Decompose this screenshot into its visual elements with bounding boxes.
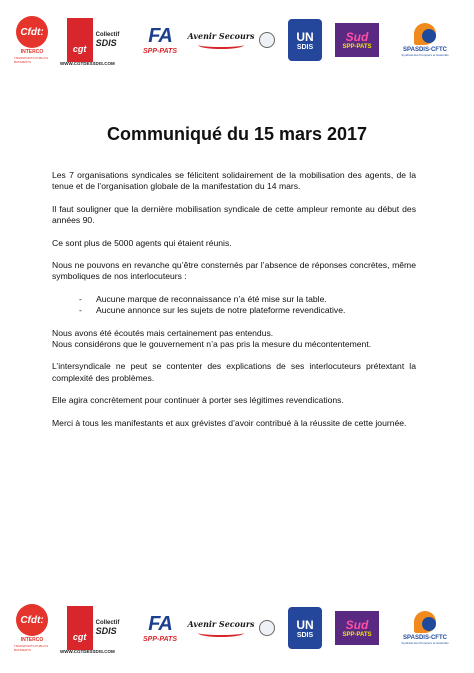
paragraph-revendications: Elle agira concrètement pour continuer à porter ses légitimes revendications. — [52, 395, 344, 406]
flame-icon — [414, 611, 436, 633]
sud-spp-pats-logo: Sud SPP-PATS — [334, 600, 380, 656]
emblem-icon — [258, 600, 276, 656]
paragraph-agents: Ce sont plus de 5000 agents qui étaient réunis. — [52, 237, 232, 248]
sud-spp-pats-logo: Sud SPP-PATS — [334, 12, 380, 68]
paragraph-remerciements: Merci à tous les manifestants et aux grévistes d’avoir contribué à la réussite de cette journée. — [52, 417, 407, 428]
cgt-logo: cgt Collectif SDIS WWW.CGTDESSDIS.COM — [60, 600, 126, 656]
paragraph-ampleur: Il faut souligner que la dernière mobilisation syndicale de cette ampleur remonte au début des années 90. — [52, 203, 416, 226]
spasdis-cftc-logo: SPASDIS-CFTC Syndicat des Pompiers et Assimilés — [390, 12, 460, 68]
bullet-list — [52, 294, 416, 317]
cfdt-logo: Cfdt: INTERCO TRANSPORTS PUBLICS · BATIMENTS — [14, 600, 50, 656]
cfdt-logo: Cfdt: INTERCO TRANSPORTS PUBLICS · BATIMENTS — [14, 12, 50, 68]
avenir-secours-logo: Avenir Secours — [194, 600, 248, 656]
avenir-secours-logo: Avenir Secours — [194, 12, 248, 68]
paragraph-mobilisation: Les 7 organisations syndicales se félicitent solidairement de la mobilisation des agents, de la tenue et de l’organisation globale de la manifestation du 14 mars. — [52, 170, 416, 192]
header-logo-band — [14, 10, 460, 70]
paragraph-mecontentement: Nous considérons que le gouvernement n’a pas pris la mesure du mécontentement. — [52, 339, 372, 350]
list-item: - Aucune annonce sur les sujets de notre plateforme revendicative. — [79, 305, 346, 316]
unsa-sdis-logo: UN SDIS — [286, 12, 324, 68]
fa-spp-pats-logo: FA SPP-PATS — [143, 25, 177, 55]
cgt-logo: cgt Collectif SDIS WWW.CGTDESSDIS.COM — [60, 12, 126, 68]
footer-logo-band — [14, 598, 460, 658]
communique-body — [52, 170, 416, 440]
fa-spp-pats-logo: FA SPP-PATS — [143, 613, 177, 643]
list-item: - Aucune marque de reconnaissance n’a été mise sur la table. — [79, 293, 327, 304]
paragraph-reponses: Nous ne pouvons en revanche qu’être consternés par l’absence de réponses concrètes, même symboliques de nos interlocuteurs : — [52, 260, 416, 282]
paragraph-ecoutes: Nous avons été écoutés mais certainement pas entendus. — [52, 327, 274, 338]
emblem-icon — [258, 12, 276, 68]
page-title: Communiqué du 15 mars 2017 — [106, 124, 368, 144]
unsa-sdis-logo: UN SDIS — [286, 600, 324, 656]
spasdis-cftc-logo: SPASDIS-CFTC Syndicat des Pompiers et Assimilés — [390, 600, 460, 656]
flame-icon — [414, 23, 436, 45]
paragraph-intersyndicale: L’intersyndicale ne peut se contenter des explications de ses interlocuteurs prétextant la complexité des problèmes. — [52, 361, 416, 383]
